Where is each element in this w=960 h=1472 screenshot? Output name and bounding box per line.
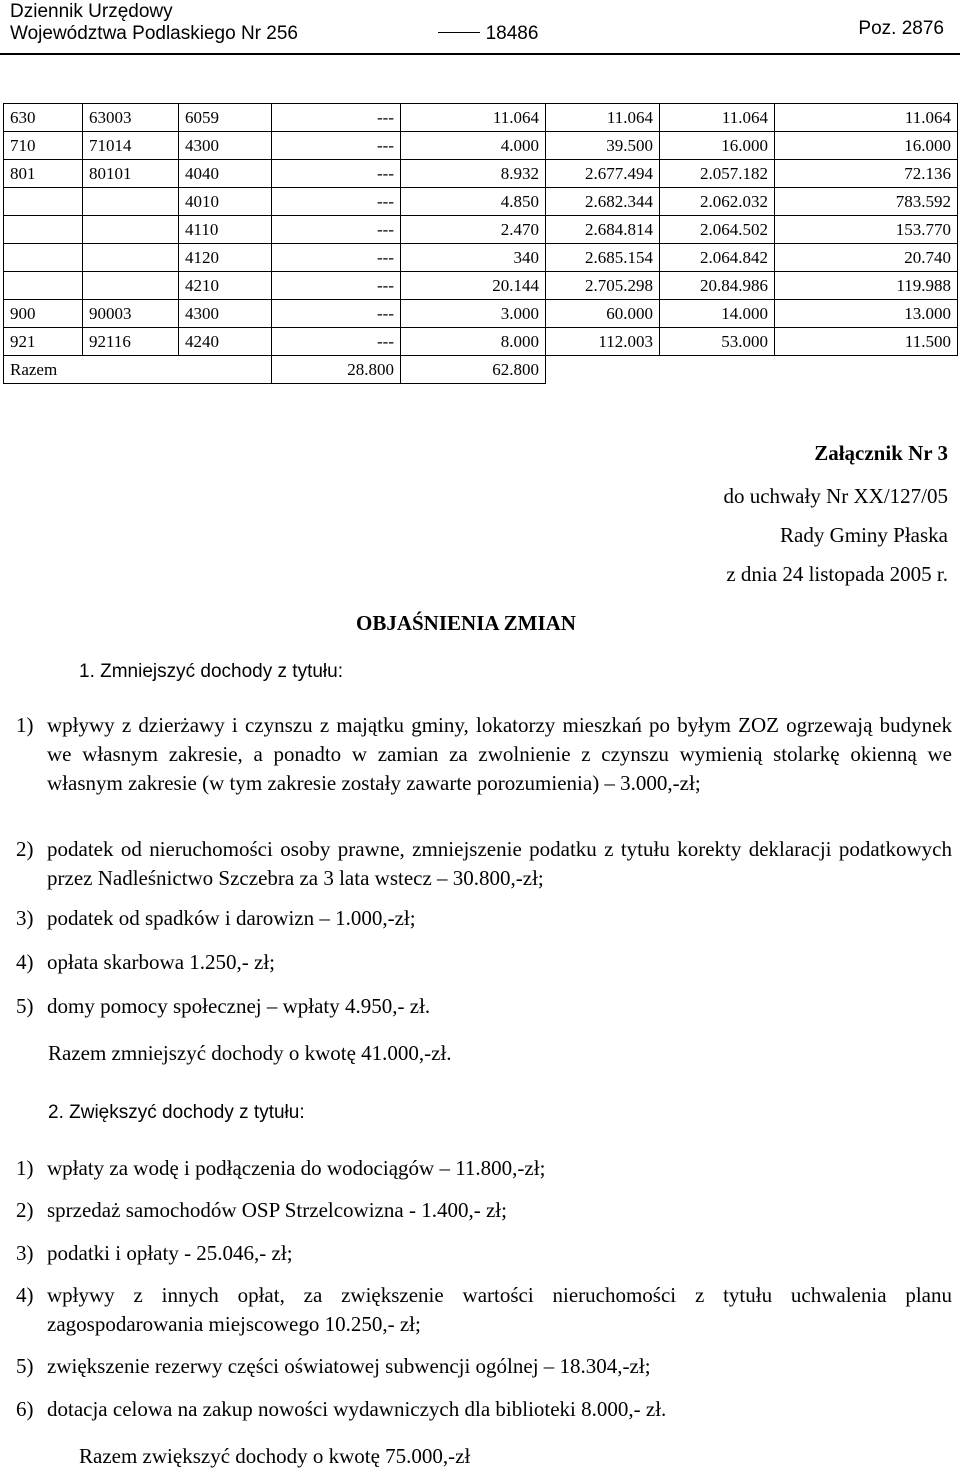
table-cell: 4.850 <box>401 188 546 216</box>
table-cell: 801 <box>4 160 83 188</box>
budget-table <box>3 103 958 384</box>
page-header <box>0 0 960 56</box>
s1-item-3-number: 3) <box>16 906 34 930</box>
table-row <box>4 216 958 244</box>
position-number: Poz. 2876 <box>858 18 944 39</box>
table-cell: 4300 <box>179 300 272 328</box>
table-cell <box>4 188 83 216</box>
s2-item-2-text: sprzedaż samochodów OSP Strzelcowizna - 1.400,- zł; <box>47 1198 507 1222</box>
table-cell: --- <box>272 160 401 188</box>
table-cell <box>83 272 179 300</box>
page-number <box>410 23 560 67</box>
table-cell: 63003 <box>83 104 179 132</box>
table-cell: 13.000 <box>775 300 958 328</box>
table-cell: 11.064 <box>401 104 546 132</box>
changes-heading: OBJAŚNIENIA ZMIAN <box>356 611 576 635</box>
table-cell: 4300 <box>179 132 272 160</box>
table-cell <box>83 188 179 216</box>
table-cell: 4120 <box>179 244 272 272</box>
table-cell <box>83 216 179 244</box>
s1-item-5-text: domy pomocy społecznej – wpłaty 4.950,- zł. <box>47 994 431 1018</box>
s1-item-2-number: 2) <box>16 837 34 861</box>
table-cell: 20.144 <box>401 272 546 300</box>
s2-item-6-number: 6) <box>16 1397 34 1421</box>
s1-item-2-text: podatek od nieruchomości osoby prawne, zmniejszenie podatku z tytułu korekty deklaracji podatkowych przez Nadleśnictwo Szczebra za 3 lata wstecz – 30.800,-zł; <box>47 837 952 890</box>
s2-item-1-text: wpłaty za wodę i podłączenia do wodociągów – 11.800,-zł; <box>47 1156 546 1180</box>
s1-item-2 <box>16 835 952 893</box>
s1-item-5-number: 5) <box>16 994 34 1018</box>
table-cell: 2.705.298 <box>546 272 660 300</box>
s2-item-5 <box>16 1352 952 1381</box>
table-cell: 3.000 <box>401 300 546 328</box>
table-cell: 2.064.502 <box>660 216 775 244</box>
s1-item-4 <box>16 948 952 977</box>
section1-total: Razem zmniejszyć dochody o kwotę 41.000,-zł. <box>48 1041 452 1065</box>
table-cell: --- <box>272 188 401 216</box>
table-cell: 20.740 <box>775 244 958 272</box>
s2-item-2-number: 2) <box>16 1198 34 1222</box>
journal-title: Dziennik Urzędowy <box>10 1 173 22</box>
attachment-resolution: do uchwały Nr XX/127/05 <box>723 484 948 508</box>
table-cell: 340 <box>401 244 546 272</box>
table-cell: 4210 <box>179 272 272 300</box>
s1-item-4-number: 4) <box>16 950 34 974</box>
table-cell: 2.684.814 <box>546 216 660 244</box>
budget-table-body <box>4 104 958 384</box>
table-row <box>4 272 958 300</box>
table-cell: 80101 <box>83 160 179 188</box>
s1-item-1-text: wpływy z dzierżawy i czynszu z majątku gminy, lokatorzy mieszkań po byłym ZOZ ogrzewają budynek we własnym zakresie, a ponadto w zamian za zwolnienie z czynszu wymienią stolarkę okienną we własnym zakresie (w tym zakresie zostały zawarte porozumienia) – 3.000,-zł; <box>47 713 952 795</box>
table-cell: 39.500 <box>546 132 660 160</box>
table-cell: 900 <box>4 300 83 328</box>
s2-item-3-text: podatki i opłaty - 25.046,- zł; <box>47 1241 293 1265</box>
s2-item-5-text: zwiększenie rezerwy części oświatowej subwencji ogólnej – 18.304,-zł; <box>47 1354 651 1378</box>
table-cell: 119.988 <box>775 272 958 300</box>
attachment-council: Rady Gminy Płaska <box>780 523 948 547</box>
table-cell: 16.000 <box>775 132 958 160</box>
table-cell: 11.064 <box>546 104 660 132</box>
table-cell: 921 <box>4 328 83 356</box>
table-cell: 630 <box>4 104 83 132</box>
table-cell: 4.000 <box>401 132 546 160</box>
section1-title: 1. Zmniejszyć dochody z tytułu: <box>79 661 343 682</box>
table-cell: 2.677.494 <box>546 160 660 188</box>
table-cell: 783.592 <box>775 188 958 216</box>
table-cell: 60.000 <box>546 300 660 328</box>
table-row <box>4 188 958 216</box>
table-total-row <box>4 356 958 384</box>
s1-item-3 <box>16 904 952 933</box>
table-row <box>4 104 958 132</box>
table-cell: 20.84.986 <box>660 272 775 300</box>
attachment-title: Załącznik Nr 3 <box>814 441 948 465</box>
table-cell: 4040 <box>179 160 272 188</box>
table-cell: 71014 <box>83 132 179 160</box>
table-row <box>4 300 958 328</box>
s2-item-4-number: 4) <box>16 1283 34 1307</box>
section2-title: 2. Zwiększyć dochody z tytułu: <box>48 1102 305 1123</box>
s1-item-3-text: podatek od spadków i darowizn – 1.000,-zł; <box>47 906 416 930</box>
table-cell: 2.470 <box>401 216 546 244</box>
table-cell: 11.064 <box>775 104 958 132</box>
table-cell: 112.003 <box>546 328 660 356</box>
s1-item-1-number: 1) <box>16 713 34 737</box>
attachment-date: z dnia 24 listopada 2005 r. <box>726 562 948 586</box>
table-cell: 14.000 <box>660 300 775 328</box>
table-cell: 16.000 <box>660 132 775 160</box>
table-row <box>4 244 958 272</box>
table-cell: 4110 <box>179 216 272 244</box>
table-cell: 92116 <box>83 328 179 356</box>
s2-item-4 <box>16 1281 952 1339</box>
dash-left <box>438 32 480 33</box>
table-cell: 90003 <box>83 300 179 328</box>
table-cell: --- <box>272 300 401 328</box>
header-rule <box>0 53 960 55</box>
table-total-col5: 62.800 <box>401 356 546 384</box>
table-cell: --- <box>272 244 401 272</box>
table-cell: 6059 <box>179 104 272 132</box>
section2-total: Razem zwiększyć dochody o kwotę 75.000,-zł <box>79 1444 471 1468</box>
table-cell <box>4 244 83 272</box>
s2-item-2 <box>16 1196 952 1225</box>
table-cell: 2.685.154 <box>546 244 660 272</box>
table-cell: --- <box>272 216 401 244</box>
table-cell: --- <box>272 328 401 356</box>
table-row <box>4 160 958 188</box>
table-cell <box>4 272 83 300</box>
table-total-col4: 28.800 <box>272 356 401 384</box>
table-cell: 2.057.182 <box>660 160 775 188</box>
s2-item-3-number: 3) <box>16 1241 34 1265</box>
table-row <box>4 328 958 356</box>
journal-subtitle: Województwa Podlaskiego Nr 256 <box>10 23 298 44</box>
s2-item-6 <box>16 1395 952 1424</box>
table-cell: --- <box>272 104 401 132</box>
table-cell: 153.770 <box>775 216 958 244</box>
s1-item-5 <box>16 992 952 1021</box>
page-number-value: 18486 <box>485 23 539 44</box>
table-cell: 8.000 <box>401 328 546 356</box>
table-cell: --- <box>272 272 401 300</box>
table-cell: 11.500 <box>775 328 958 356</box>
s2-item-3 <box>16 1239 952 1268</box>
table-row <box>4 132 958 160</box>
s2-item-1 <box>16 1154 952 1183</box>
s1-item-4-text: opłata skarbowa 1.250,- zł; <box>47 950 276 974</box>
table-cell: 4240 <box>179 328 272 356</box>
table-cell <box>4 216 83 244</box>
table-cell: 72.136 <box>775 160 958 188</box>
table-cell: 4010 <box>179 188 272 216</box>
table-cell <box>83 244 179 272</box>
s2-item-4-text: wpływy z innych opłat, za zwiększenie wartości nieruchomości z tytułu uchwalenia planu zagospodarowania miejscowego 10.250,- zł; <box>47 1283 952 1336</box>
table-cell: --- <box>272 132 401 160</box>
table-cell: 2.062.032 <box>660 188 775 216</box>
table-cell: 710 <box>4 132 83 160</box>
table-cell: 8.932 <box>401 160 546 188</box>
s2-item-5-number: 5) <box>16 1354 34 1378</box>
table-cell: 2.064.842 <box>660 244 775 272</box>
table-cell: 53.000 <box>660 328 775 356</box>
table-cell: 2.682.344 <box>546 188 660 216</box>
s2-item-6-text: dotacja celowa na zakup nowości wydawniczych dla biblioteki 8.000,- zł. <box>47 1397 667 1421</box>
s1-item-1 <box>16 711 952 798</box>
s2-item-1-number: 1) <box>16 1156 34 1180</box>
table-cell: 11.064 <box>660 104 775 132</box>
table-total-label: Razem <box>4 356 272 384</box>
